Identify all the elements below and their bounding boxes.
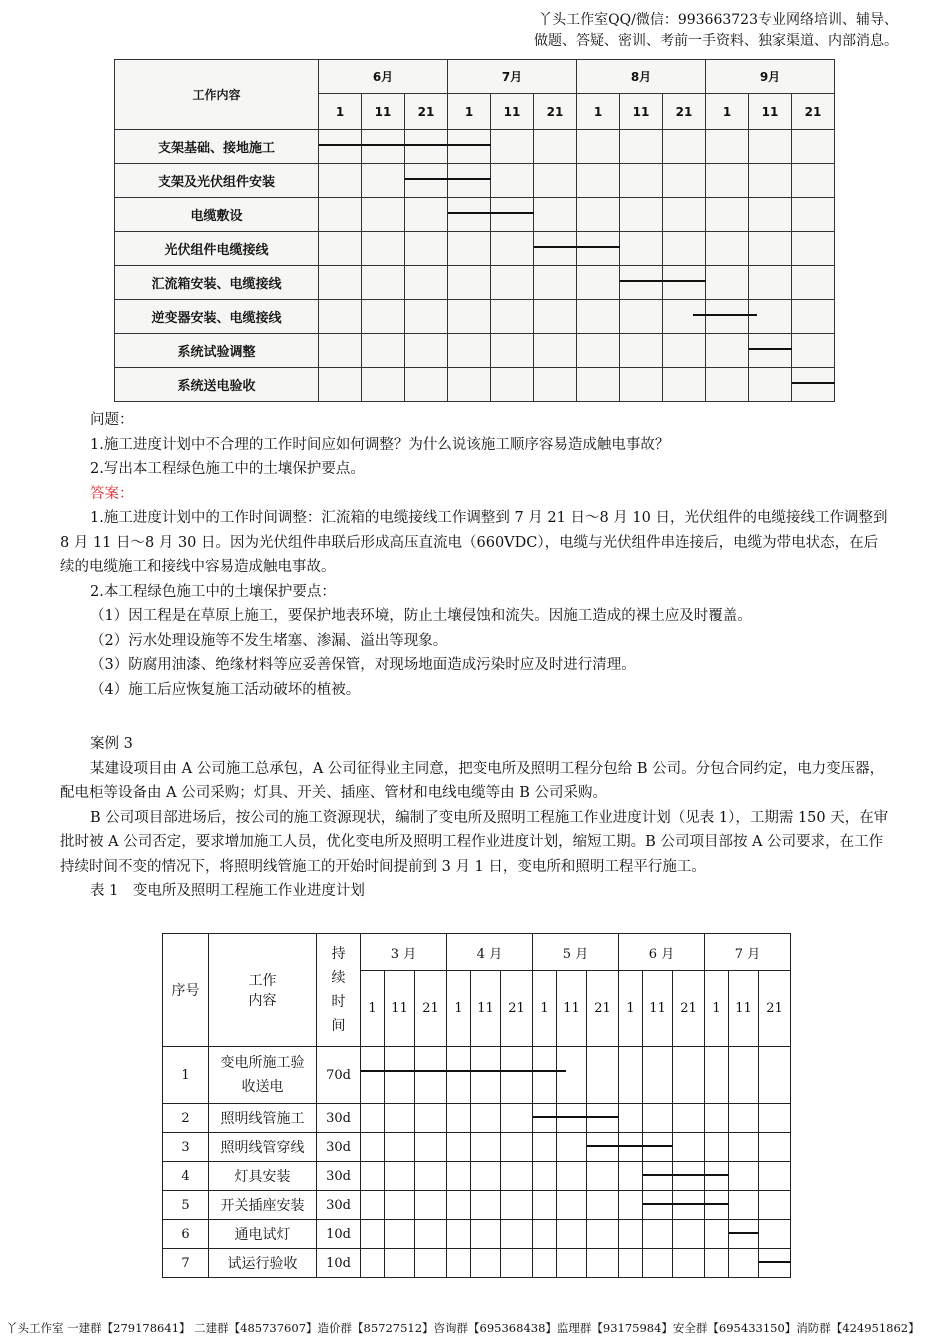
header-line-2: 做题、答疑、密训、考前一手资料、独家渠道、内部消息。 bbox=[534, 33, 898, 49]
case-3-section bbox=[60, 732, 892, 904]
row-work-name: 照明线管施工 bbox=[209, 1104, 317, 1133]
day-cell: 11 bbox=[557, 971, 587, 1047]
day-cell: 1 bbox=[319, 94, 362, 130]
task-row bbox=[115, 368, 835, 402]
question-2: 2.写出本工程绿色施工中的土壤保护要点。 bbox=[90, 461, 365, 477]
table-caption: 表 1 变电所及照明工程施工作业进度计划 bbox=[90, 883, 365, 899]
answer-2-item-4: （4）施工后应恢复施工活动破坏的植被。 bbox=[90, 681, 361, 698]
answer-label: 答案： bbox=[90, 485, 134, 502]
table-row bbox=[163, 1047, 791, 1104]
row-duration: 30d bbox=[317, 1162, 361, 1191]
day-cell: 21 bbox=[663, 94, 706, 130]
schedule-bar bbox=[587, 1145, 673, 1147]
case-paragraph-2: B 公司项目部进场后，按公司的施工资源现状，编制了变电所及照明工程施工作业进度计划（见表 1），工期需 150 天，在审批时被 A 公司否定，要求增加施工人员，优化变电所及照明工程作业进度计划，缩短工期。B 公司项目部按 A 公司要求，在工作持续时间不变的情况下，将照明线管施工的开始时间提前到 3 月 1 日，变电所和照明工程平行施工。 bbox=[60, 809, 889, 875]
table-row bbox=[163, 1162, 791, 1191]
row-no: 7 bbox=[163, 1249, 209, 1278]
task-row bbox=[115, 198, 835, 232]
month-cell: 6 月 bbox=[619, 934, 705, 971]
row-work-name: 照明线管穿线 bbox=[209, 1133, 317, 1162]
month-row bbox=[163, 934, 791, 971]
day-cell: 1 bbox=[361, 971, 385, 1047]
day-cell: 11 bbox=[362, 94, 405, 130]
task-name: 逆变器安装、电缆接线 bbox=[115, 300, 319, 334]
row-work-name: 通电试灯 bbox=[209, 1220, 317, 1249]
day-cell: 1 bbox=[447, 971, 471, 1047]
schedule-bar bbox=[749, 348, 792, 350]
task-name: 支架及光伏组件安装 bbox=[115, 164, 319, 198]
day-cell: 21 bbox=[415, 971, 447, 1047]
day-cell: 11 bbox=[620, 94, 663, 130]
task-name: 光伏组件电缆接线 bbox=[115, 232, 319, 266]
answer-2-item-2: （2）污水处理设施等不发生堵塞、渗漏、溢出等现象。 bbox=[90, 632, 448, 649]
duration-header: 持 续 时 间 bbox=[317, 934, 361, 1047]
schedule-bar bbox=[643, 1203, 729, 1205]
schedule-bar bbox=[533, 1116, 619, 1118]
schedule-bar bbox=[643, 1174, 729, 1176]
row-no: 3 bbox=[163, 1133, 209, 1162]
month-cell: 5 月 bbox=[533, 934, 619, 971]
task-row bbox=[115, 164, 835, 198]
task-name: 汇流箱安装、电缆接线 bbox=[115, 266, 319, 300]
month-cell: 9月 bbox=[706, 60, 835, 94]
month-cell: 4 月 bbox=[447, 934, 533, 971]
day-cell: 1 bbox=[705, 971, 729, 1047]
header-line-1: 丫头工作室QQ/微信：993663723专业网络培训、辅导、 bbox=[538, 12, 898, 28]
day-cell: 11 bbox=[749, 94, 792, 130]
month-cell: 3 月 bbox=[361, 934, 447, 971]
seq-header: 序号 bbox=[163, 934, 209, 1047]
page-footer: 丫头工作室 一建群【279178641】 二建群【485737607】造价群【85727512】咨询群【695368438】监理群【93175984】安全群【695433150】消防群【424951862】 bbox=[6, 1321, 920, 1335]
table-row bbox=[163, 1133, 791, 1162]
row-work-name: 开关插座安装 bbox=[209, 1191, 317, 1220]
pv-schedule-table bbox=[114, 59, 835, 402]
row-duration: 30d bbox=[317, 1191, 361, 1220]
task-row bbox=[115, 300, 835, 334]
day-cell: 21 bbox=[534, 94, 577, 130]
question-title: 问题： bbox=[90, 412, 134, 428]
month-cell: 7月 bbox=[448, 60, 577, 94]
row-duration: 30d bbox=[317, 1104, 361, 1133]
day-cell: 21 bbox=[587, 971, 619, 1047]
row-work-name: 灯具安装 bbox=[209, 1162, 317, 1191]
row-work-name: 试运行验收 bbox=[209, 1249, 317, 1278]
schedule-bar bbox=[729, 1232, 759, 1234]
answer-2-item-1: （1）因工程是在草原上施工，要保护地表环境，防止土壤侵蚀和流失。因施工造成的裸土应及时覆盖。 bbox=[90, 608, 752, 624]
day-cell: 11 bbox=[491, 94, 534, 130]
row-duration: 70d bbox=[317, 1047, 361, 1104]
day-cell: 11 bbox=[471, 971, 501, 1047]
month-cell: 8月 bbox=[577, 60, 706, 94]
table-row bbox=[163, 1220, 791, 1249]
row-no: 5 bbox=[163, 1191, 209, 1220]
day-cell: 1 bbox=[533, 971, 557, 1047]
task-row bbox=[115, 232, 835, 266]
task-name: 电缆敷设 bbox=[115, 198, 319, 232]
table-row bbox=[163, 1249, 791, 1278]
task-name: 系统试验调整 bbox=[115, 334, 319, 368]
day-cell: 1 bbox=[706, 94, 749, 130]
task-row bbox=[115, 334, 835, 368]
day-cell: 21 bbox=[405, 94, 448, 130]
substation-lighting-schedule-table bbox=[162, 933, 791, 1278]
day-cell: 11 bbox=[643, 971, 673, 1047]
day-cell: 21 bbox=[673, 971, 705, 1047]
case-paragraph-1: 某建设项目由 A 公司施工总承包，A 公司征得业主同意，把变电所及照明工程分包给 B 公司。分包合同约定，电力变压器，配电柜等设备由 A 公司采购；灯具、开关、插座、管材和电线电缆等由 B 公司采购。 bbox=[60, 760, 885, 801]
answer-1: 1.施工进度计划中的工作时间调整：汇流箱的电缆接线工作调整到 7 月 21 日～8 月 10 日，光伏组件的电缆接线工作调整到 8 月 11 日～8 月 30 日。因为光伏组件串联后形成高压直流电（660VDC），电缆与光伏组件串连接后，电缆为带电状态，在后续的电缆施工和接线中容易造成触电事故。 bbox=[60, 510, 888, 575]
task-name: 支架基础、接地施工 bbox=[115, 130, 319, 164]
table-row bbox=[163, 1191, 791, 1220]
table-row bbox=[163, 1104, 791, 1133]
day-cell: 1 bbox=[619, 971, 643, 1047]
day-cell: 11 bbox=[729, 971, 759, 1047]
day-cell: 21 bbox=[759, 971, 791, 1047]
month-cell: 7 月 bbox=[705, 934, 791, 971]
page-header bbox=[534, 10, 898, 52]
schedule-bar bbox=[792, 382, 835, 384]
row-duration: 30d bbox=[317, 1133, 361, 1162]
row-no: 4 bbox=[163, 1162, 209, 1191]
answer-2: 2.本工程绿色施工中的土壤保护要点： bbox=[90, 583, 336, 600]
schedule-bar bbox=[693, 314, 758, 316]
row-no: 1 bbox=[163, 1047, 209, 1104]
task-row bbox=[115, 130, 835, 164]
task-name: 系统送电验收 bbox=[115, 368, 319, 402]
day-cell: 1 bbox=[448, 94, 491, 130]
row-duration: 10d bbox=[317, 1220, 361, 1249]
work-content-header: 工作 内容 bbox=[209, 934, 317, 1047]
schedule-bar bbox=[448, 212, 534, 214]
month-cell: 6月 bbox=[319, 60, 448, 94]
case-title: 案例 3 bbox=[90, 736, 133, 752]
schedule-bar bbox=[759, 1261, 791, 1263]
answer-2-item-3: （3）防腐用油漆、绝缘材料等应妥善保管，对现场地面造成污染时应及时进行清理。 bbox=[90, 657, 636, 673]
schedule-bar bbox=[620, 280, 706, 282]
question-1: 1.施工进度计划中不合理的工作时间应如何调整？为什么说该施工顺序容易造成触电事故？ bbox=[90, 436, 670, 453]
task-row bbox=[115, 266, 835, 300]
row-no: 2 bbox=[163, 1104, 209, 1133]
day-cell: 21 bbox=[792, 94, 835, 130]
row-duration: 10d bbox=[317, 1249, 361, 1278]
work-content-header: 工作内容 bbox=[115, 60, 319, 130]
row-work-name: 变电所施工验 收送电 bbox=[209, 1047, 317, 1104]
schedule-bar bbox=[405, 178, 491, 180]
schedule-bar bbox=[534, 246, 620, 248]
question-answer-section bbox=[60, 408, 892, 702]
row-no: 6 bbox=[163, 1220, 209, 1249]
schedule-bar bbox=[361, 1070, 566, 1072]
month-row bbox=[115, 60, 835, 94]
day-cell: 11 bbox=[385, 971, 415, 1047]
schedule-bar bbox=[319, 144, 491, 146]
day-cell: 1 bbox=[577, 94, 620, 130]
day-cell: 21 bbox=[501, 971, 533, 1047]
